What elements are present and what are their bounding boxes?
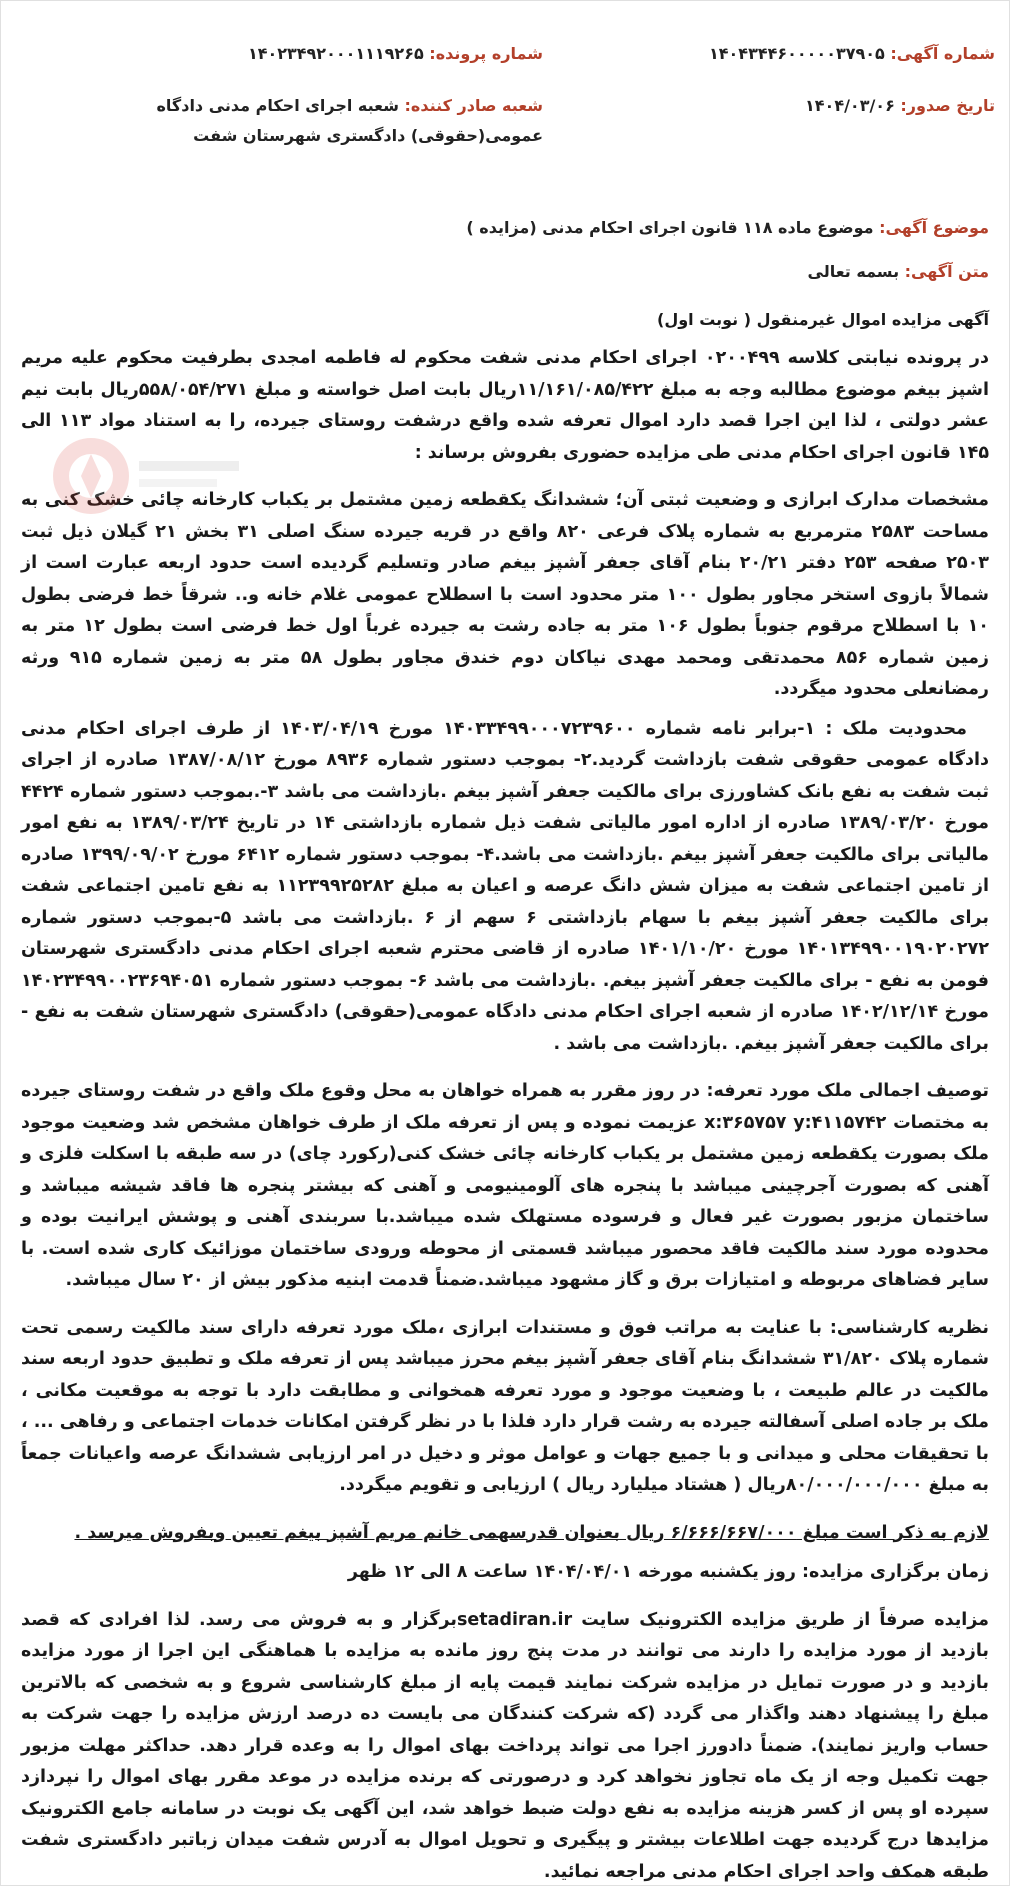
auction-time-line: زمان برگزاری مزایده: روز یکشنبه مورخه ۱۴۰۴/۰۴/۰۱ ساعت ۸ الی ۱۲ ظهر [21,1557,989,1589]
procedure-text-rest: برگزار و به فروش می رسد. لذا افرادی که قصد بازدید از مورد مزایده را دارند می توانند در مدت پنج روز مانده به مزایده با هماهنگی این اجرا از مورد مزایده بازدید و در صورت تمایل در مزایده شرکت نمایند قیمت پایه از مبلغ کارشناسی شروع و به شخصی که بالاترین مبلغ را پیشنهاد دهند واگذار می گردد (که شرکت کنندگان می بایست ده درصد ارزش مزایده را جهت شرکت به حساب واریز نمایند). ضمناً دادورز اجرا می تواند پرداخت بهای اموال را به وعده قرار دهد. حداکثر مهلت مزبور جهت تکمیل وجه از یک ماه تجاوز نخواهد کرد و درصورتی که برنده مزایده در موعد مقرر بهای اموال را نپردازد سپرده او پس از کسر هزینه مزایده به نفع دولت ضبط خواهد شد، این آگهی یک نوبت در سامانه جامع الکترونیک مزایدها درج گردیده جهت اطلاعات بیشتر و پیگیری و تحویل اموال به آدرس شفت میدان زباتبر دادگستری شفت طبقه همکف واحد اجرای احکام مدنی مراجعه نمائید. [21,1610,989,1882]
issuing-branch-label: شعبه صادر کننده: [405,96,543,115]
setadiran-site-name: setadiran.ir [457,1605,572,1637]
notice-number-value: ۱۴۰۴۳۴۴۶۰۰۰۰۰۳۷۹۰۵ [709,44,885,63]
issue-date-value: ۱۴۰۴/۰۳/۰۶ [805,96,895,115]
issuing-branch-row [23,91,543,151]
body-header-row [21,257,989,287]
case-number-label: شماره پرونده: [429,44,543,63]
intro-paragraph: در پرونده نیابتی کلاسه ۰۲۰۰۴۹۹ اجرای احکام مدنی شفت محکوم له فاطمه امجدی بطرفیت محکوم علیه مریم اشپز بیغم موضوع مطالبه وجه به مبلغ ۱۱/۱۶۱/۰۸۵/۴۲۲ریال بابت اصل خواسته و مبلغ ۵۵۸/۰۵۴/۲۷۱ریال بابت نیم عشر دولتی ، لذا این اجرا قصد دارد اموال تعرفه شده واقع درشفت روستای جیرده، را به استناد مواد ۱۱۳ الی ۱۴۵ قانون اجرای احکام مدنی طی مزایده حضوری بفروش برساند : [21,343,989,469]
property-restrictions-paragraph: محدودیت ملک : ۱-برابر نامه شماره ۱۴۰۳۳۴۹۹۰۰۰۷۲۳۹۶۰۰ مورخ ۱۴۰۳/۰۴/۱۹ از طرف اجرای احکام مدنی دادگاه عمومی حقوقی شفت بازداشت گردید.۲- بموجب دستور شماره ۸۹۳۶ مورخ ۱۳۸۷/۰۸/۱۲ صادره از اجرای ثبت شفت به نفع بانک کشاورزی برای مالکیت جعفر آشپز بیغم .بازداشت می باشد ۳-.بموجب دستور شماره ۴۴۲۴ مورخ ۱۳۸۹/۰۳/۲۰ صادره از اداره امور مالیاتی شفت ذیل شماره بازداشتی ۱۴ در تاریخ ۱۳۸۹/۰۳/۲۴ به نفع امور مالیاتی برای مالکیت جعفر آشپز بیغم .بازداشت می باشد.۴- بموجب دستور شماره ۶۴۱۲ مورخ ۱۳۹۹/۰۹/۰۲ صادره از تامین اجتماعی شفت به میزان شش دانگ عرصه و اعیان به مبلغ ۱۱۲۳۹۹۲۵۲۸۲ به نفع تامین اجتماعی شفت برای مالکیت جعفر آشپز بیغم با سهام بازداشتی ۶ سهم از ۶ .بازداشت می باشد ۵-بموجب دستور شماره ۱۴۰۱۳۴۹۹۰۰۱۹۰۲۰۲۷۲ مورخ ۱۴۰۱/۱۰/۲۰ صادره از قاضی محترم شعبه اجرای احکام مدنی دادگستری شهرستان فومن به نفع - برای مالکیت جعفر آشپز بیغم. .بازداشت می باشد ۶- بموجب دستور شماره ۱۴۰۲۳۴۹۹۰۰۲۳۶۹۴۰۵۱ مورخ ۱۴۰۲/۱۲/۱۴ صادره از شعبه اجرای احکام مدنی دادگاه عمومی(حقوقی) دادگستری شهرستان شفت به نفع - برای مالکیت جعفر آشپز بیغم. .بازداشت می باشد . [21,714,989,1061]
issue-date-row [805,91,995,121]
notice-metadata [15,39,995,199]
body-label: متن آگهی: [905,262,989,281]
issue-date-label: تاریخ صدور: [900,96,995,115]
subject-value: موضوع ماده ۱۱۸ قانون اجرای احکام مدنی (مزایده ) [466,218,873,237]
case-number-row [248,39,543,69]
subject-row [21,213,989,243]
share-note-line: لازم به ذکر است مبلغ ۶/۶۶۶/۶۶۷/۰۰۰ ریال بعنوان قدرسهمی خانم مریم آشپز بیغم تعیین وبفروش میرسد . [21,1518,989,1550]
issuing-branch-value: شعبه اجرای احکام مدنی دادگاه عمومی(حقوقی) دادگستری شهرستان شفت [156,96,543,145]
property-specs-paragraph: مشخصات مدارک ابرازی و وضعیت ثبتی آن؛ ششدانگ یکقطعه زمین مشتمل بر یکباب کارخانه چائی خشک کنی به مساحت ۲۵۸۳ مترمربع به شماره پلاک فرعی ۸۲۰ واقع در قریه جیرده سنگ اصلی ۳۱ بخش ۲۱ گیلان ذیل ثبت ۲۵۰۳ صفحه ۲۵۳ دفتر ۲۰/۲۱ بنام آقای جعفر آشپز بیغم صادر وتسلیم گردیده است حدود اربعه عبارت است از شمالاً بازوی استخر مجاور بطول ۱۰۰ متر محدود است با اسطلاح عمومی غلام خانه و.. شرقاً خط فرضی بطول ۱۰ با اسطلاح مرقوم جنوباً بطول ۱۰۶ متر به جاده رشت به جیرده غرباً اول خط فرضی است بطول ۱۲ متر به زمین شماره ۸۵۶ محمدتقی ومحمد مهدی نیاکان دوم خندق مجاور بطول ۵۸ متر به زمین شماره ۹۱۵ ورثه رمضانعلی محدود میگردد. [21,485,989,706]
watermark-logo-icon [39,421,249,531]
case-number-value: ۱۴۰۲۳۴۹۲۰۰۰۱۱۱۹۲۶۵ [248,44,424,63]
auction-procedure-paragraph [21,1605,989,1888]
basmala: بسمه تعالی [808,262,900,281]
notice-title: آگهی مزایده اموال غیرمنقول ( نوبت اول) [21,305,989,335]
notice-number-label: شماره آگهی: [890,44,995,63]
procedure-text-start: مزایده صرفاً از طریق مزایده الکترونیک سایت [572,1610,989,1630]
subject-label: موضوع آگهی: [879,218,989,237]
expert-opinion-paragraph: نظریه کارشناسی: با عنایت به مراتب فوق و مستندات ابرازی ،ملک مورد تعرفه دارای سند مالکیت رسمی تحت شماره پلاک ۳۱/۸۲۰ ششدانگ بنام آقای جعفر آشپز بیغم محرز میباشد پس از تعرفه ملک و تطبیق حدود اربعه سند مالکیت در عالم طبیعت ، با وضعیت موجود و مورد تعرفه همخوانی و مطابقت دارد با توجه به موقعیت مکانی ، ملک بر جاده اصلی آسفالته جیرده به رشت قرار دارد فلذا با در نظر گرفتن امکانات خدمات اجتماعی و رفاهی ... ، با تحقیقات محلی و میدانی و با جمیع جهات و عوامل موثر و دخیل در امر ارزیابی ششدانگ عرصه واعیانات جمعاً به مبلغ ۸۰/۰۰۰/۰۰۰/۰۰۰ریال ( هشتاد میلیارد ریال ) ارزیابی و تقویم میگردد. [21,1313,989,1502]
property-description-paragraph: توصیف اجمالی ملک مورد تعرفه: در روز مقرر به همراه خواهان به محل وقوع ملک واقع در شفت روستای جیرده به مختصات x:۳۶۵۷۵۷ y:۴۱۱۵۷۴۲ عزیمت نموده و پس از تعرفه ملک از طرف خواهان مشخص شد وضعیت موجود ملک بصورت یکقطعه زمین مشتمل بر یکباب کارخانه چائی خشک کنی(رکورد چای) در سه طبقه با اسکلت فلزی و آهنی که بصورت آجرچینی میباشد با پنجره های آلومینیومی و آهنی که بیشتر پنجره ها فاقد شیشه میباشد و ساختمان مزبور بصورت غیر فعال و فرسوده مستهلک شده میباشد.با سربندی آهنی و پوشش ایرانیت بوده و محدوده مورد سند مالکیت فاقد محصور میباشد قسمتی از محوطه ورودی ساختمان موزائیک کاری شده است. با سایر فضاهای مربوطه و امتیازات برق و گاز مشهود میباشد.ضمناً قدمت ابنیه مذکور بیش از ۲۰ سال میباشد. [21,1076,989,1297]
notice-number-row [709,39,995,69]
